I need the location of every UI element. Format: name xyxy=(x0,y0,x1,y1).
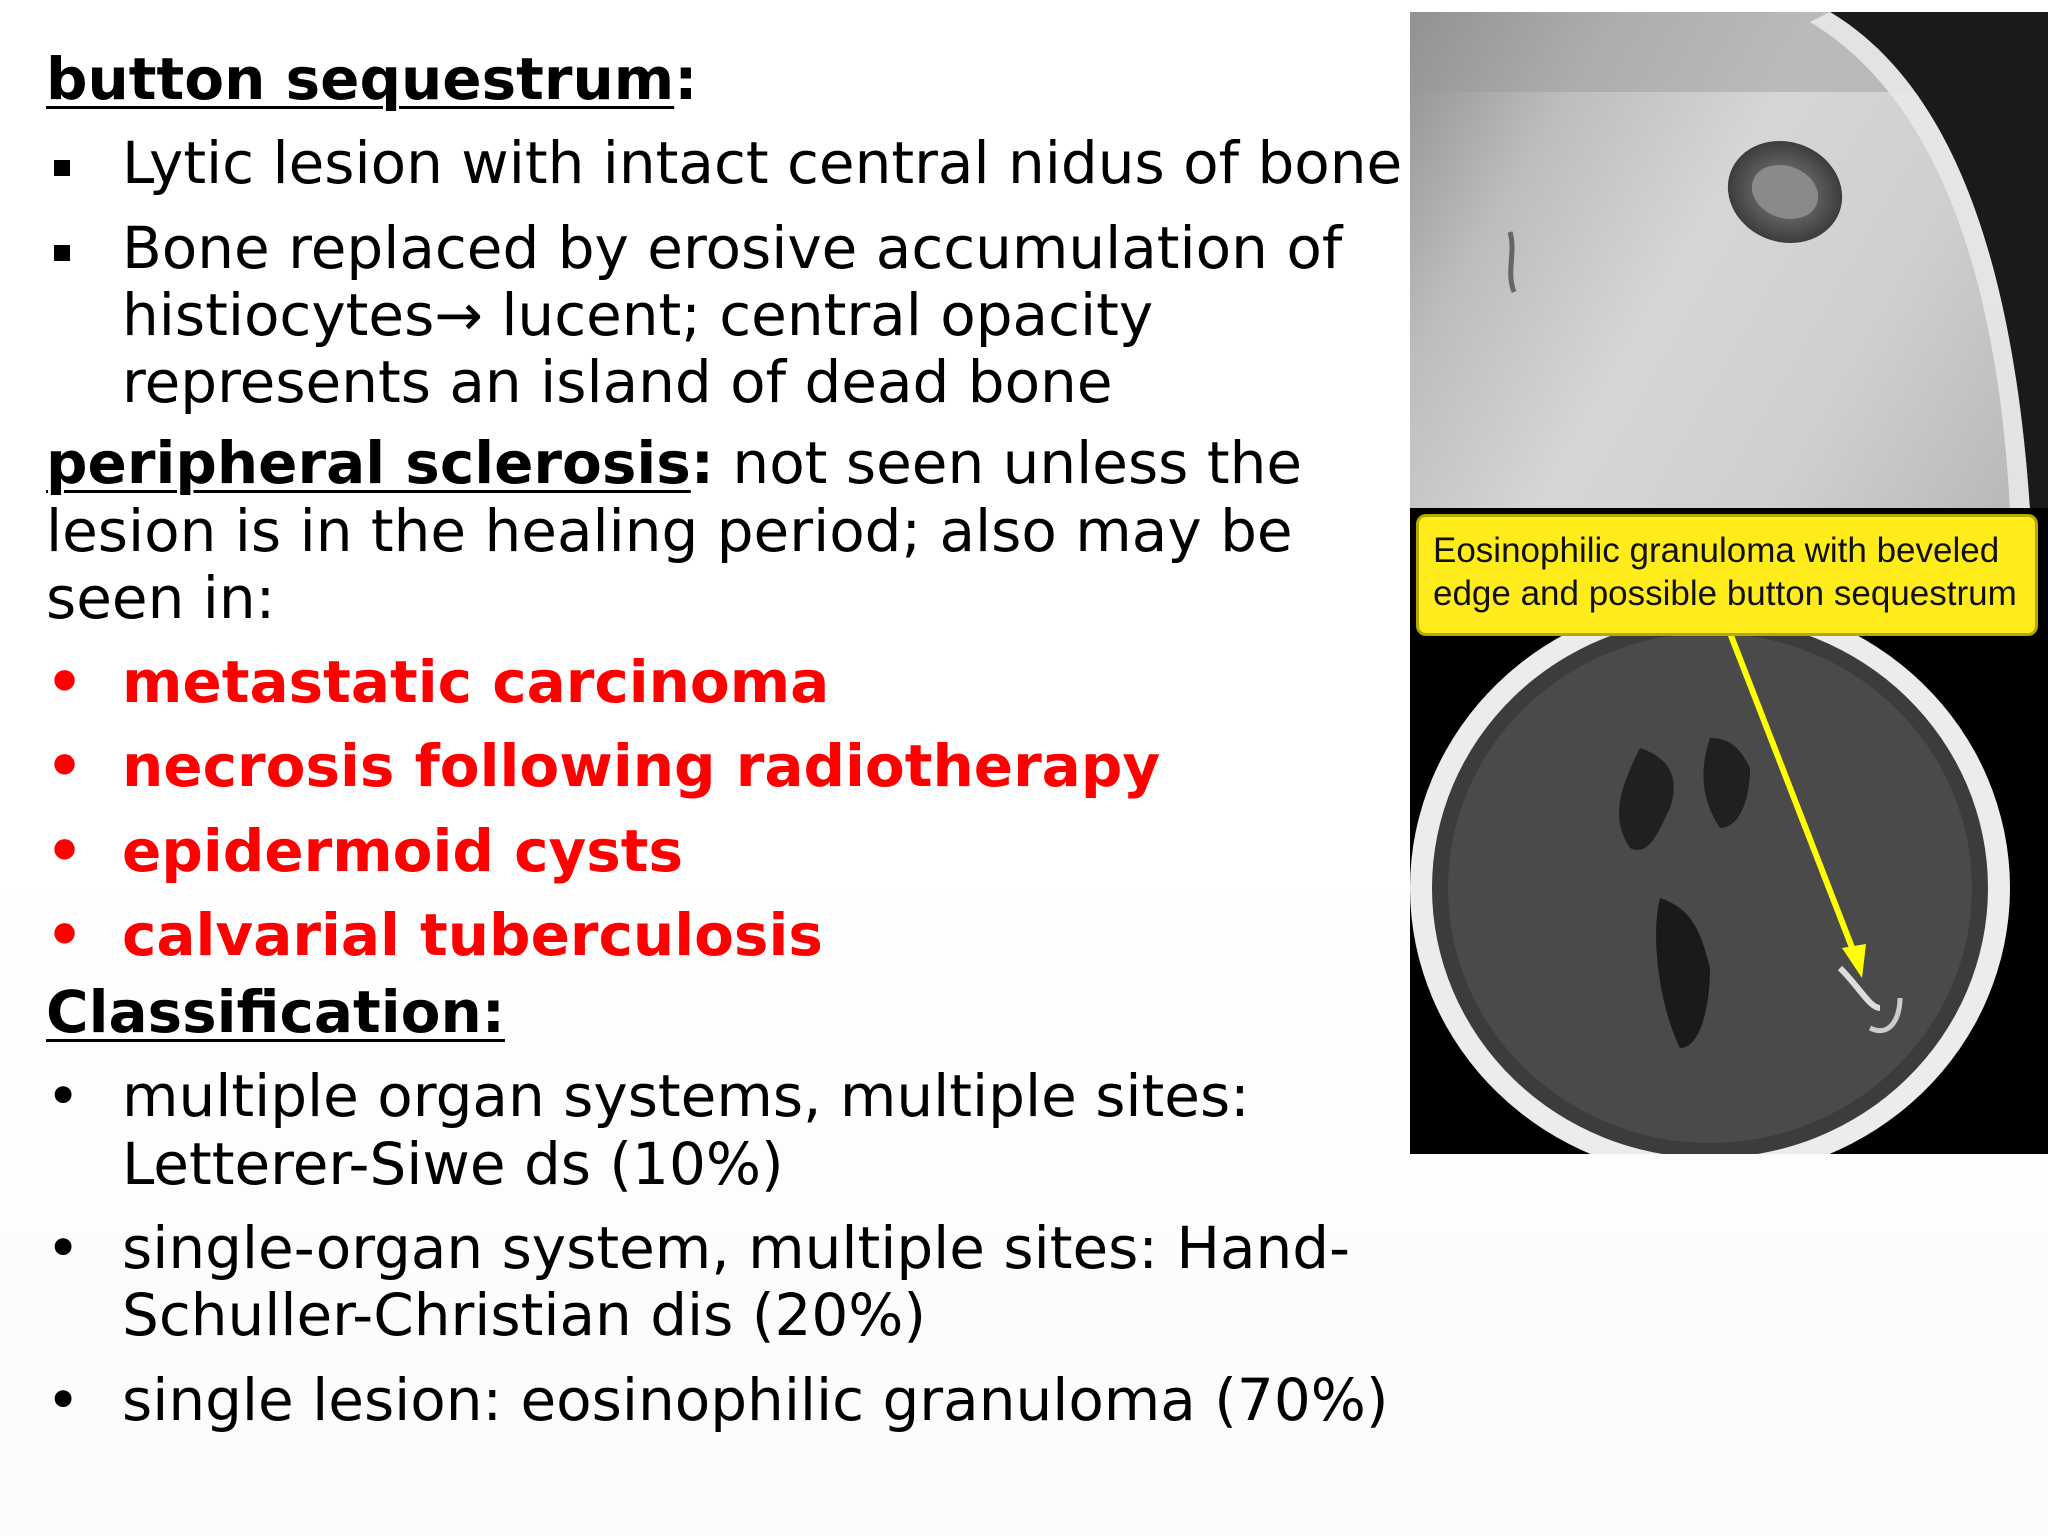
classification-heading-line xyxy=(46,979,1416,1046)
square-bullet-icon xyxy=(54,245,70,261)
classification-heading: Classification: xyxy=(46,978,505,1047)
button-sequestrum-list xyxy=(46,130,1416,416)
button-sequestrum-heading-line xyxy=(46,46,1416,113)
radiograph-drawing xyxy=(1410,12,2048,510)
list-item-text: Bone replaced by erosive accumulation of histiocytes→ lucent; central opacity represents an island of dead bone xyxy=(122,213,1343,417)
bullet-icon: • xyxy=(46,900,84,969)
square-bullet-icon xyxy=(54,160,70,176)
differential-list xyxy=(46,649,1416,969)
peripheral-sclerosis-heading: peripheral sclerosis xyxy=(46,429,691,498)
bullet-icon: • xyxy=(46,1213,81,1282)
list-item xyxy=(46,1367,1416,1434)
peripheral-sclerosis-text: not seen unless the lesion is in the healing period; also may be seen in: xyxy=(46,429,1303,632)
peripheral-sclerosis-paragraph xyxy=(46,430,1416,632)
ct-scan-image xyxy=(1410,508,2048,1154)
button-sequestrum-heading: button sequestrum xyxy=(46,45,675,113)
list-item-text: multiple organ systems, multiple sites: Letterer-Siwe ds (10%) xyxy=(122,1062,1250,1198)
list-item xyxy=(46,215,1416,417)
text-column xyxy=(46,46,1416,1434)
bullet-icon: • xyxy=(46,648,84,717)
list-item xyxy=(46,649,1416,716)
list-item xyxy=(46,1215,1416,1350)
list-item xyxy=(46,902,1416,969)
list-item xyxy=(46,1063,1416,1198)
list-item xyxy=(46,130,1416,197)
bullet-icon: • xyxy=(46,1062,81,1131)
list-item xyxy=(46,818,1416,885)
heading-colon: : xyxy=(690,429,714,498)
bullet-icon: • xyxy=(46,732,84,801)
list-item-text: Lytic lesion with intact central nidus of bone xyxy=(122,129,1403,198)
heading-colon: : xyxy=(674,45,698,113)
bullet-icon: • xyxy=(46,816,84,885)
list-item-text: single-organ system, multiple sites: Hand-Schuller-Christian dis (20%) xyxy=(122,1213,1351,1350)
bullet-icon: • xyxy=(46,1365,81,1434)
skull-radiograph-image xyxy=(1410,12,2048,510)
list-item xyxy=(46,733,1416,800)
list-item-text: metastatic carcinoma xyxy=(122,648,830,717)
list-item-text: epidermoid cysts xyxy=(122,816,684,885)
list-item-text: calvarial tuberculosis xyxy=(122,900,823,969)
list-item-text: necrosis following radiotherapy xyxy=(122,732,1161,801)
classification-list xyxy=(46,1063,1416,1433)
figure-caption: Eosinophilic granuloma with beveled edge and possible button sequestrum xyxy=(1416,514,2038,636)
list-item-text: single lesion: eosinophilic granuloma (70%) xyxy=(122,1365,1389,1434)
